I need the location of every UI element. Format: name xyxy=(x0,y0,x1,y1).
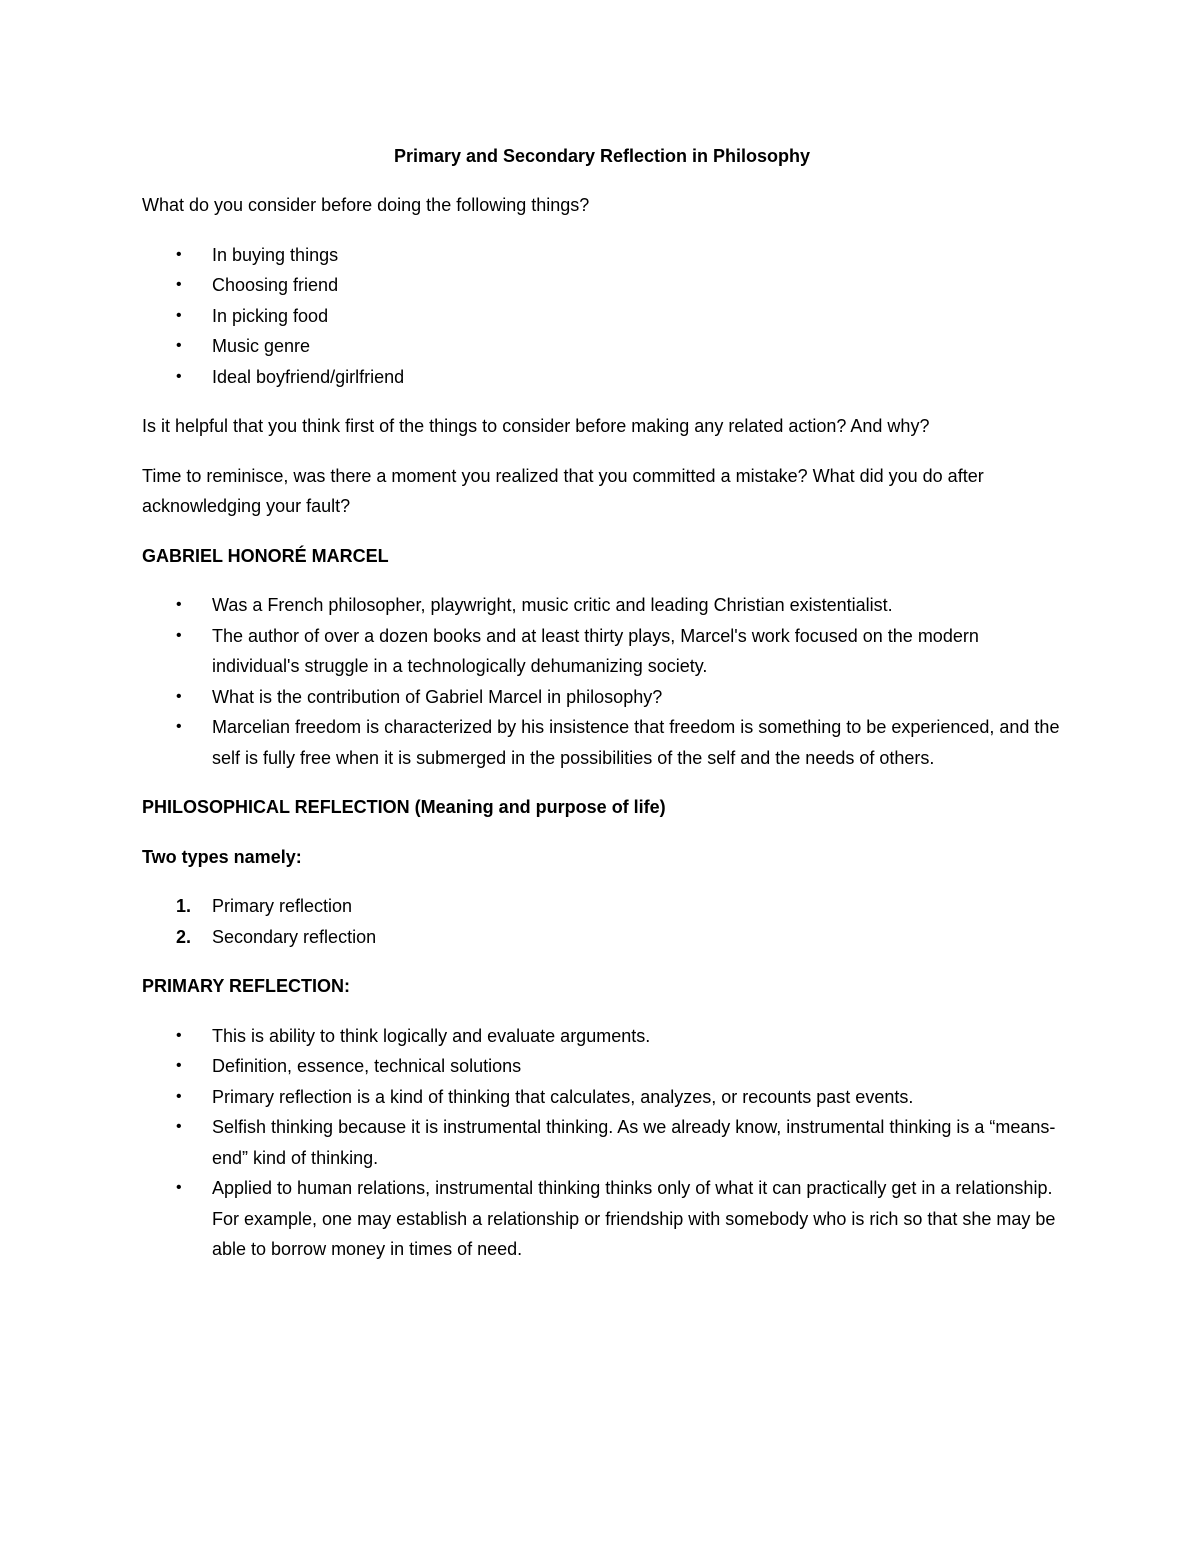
bullet-icon: • xyxy=(176,1087,182,1105)
list-item xyxy=(142,621,1062,682)
marcel-list xyxy=(142,590,1062,773)
bullet-icon: • xyxy=(176,687,182,705)
document-body xyxy=(142,141,1062,1284)
bullet-icon: • xyxy=(176,1179,182,1196)
document-title: Primary and Secondary Reflection in Philosophy xyxy=(393,146,811,166)
bullet-icon: • xyxy=(176,626,182,644)
list-item-text: In picking food xyxy=(212,305,329,326)
list-item-text: Primary reflection xyxy=(212,896,353,916)
list-item xyxy=(142,712,1062,773)
list-item xyxy=(142,1112,1062,1173)
types-list xyxy=(142,891,1062,952)
list-item xyxy=(142,270,1062,301)
question-helpful: Is it helpful that you think first of the things to consider before making any related action? And why? xyxy=(142,416,930,436)
list-item xyxy=(142,891,1062,922)
bullet-icon: • xyxy=(176,276,182,293)
list-item-text: Marcelian freedom is characterized by his insistence that freedom is something to be experienced, and the self is fully free when it is submerged in the possibilities of the self and the needs of others. xyxy=(212,717,1060,768)
primary-list xyxy=(142,1021,1062,1265)
list-item-text: Applied to human relations, instrumental thinking thinks only of what it can practically get in a relationship. For example, one may establish a relationship or friendship with somebody who is rich so that she may be able to borrow money in times of need. xyxy=(212,1178,1056,1259)
list-item-text: In buying things xyxy=(212,244,339,265)
consider-list xyxy=(142,240,1062,393)
bullet-icon: • xyxy=(176,367,182,385)
question-reminisce: Time to reminisce, was there a moment you realized that you committed a mistake? What did you do after acknowledging your fault? xyxy=(142,465,984,516)
list-item xyxy=(142,1021,1062,1052)
primary-heading: PRIMARY REFLECTION: xyxy=(142,976,351,996)
list-item-text: Secondary reflection xyxy=(212,926,377,947)
bullet-icon: • xyxy=(176,1118,182,1135)
bullet-icon: • xyxy=(176,337,182,354)
list-item xyxy=(142,331,1062,362)
list-item-text: Primary reflection is a kind of thinking that calculates, analyzes, or recounts past events. xyxy=(212,1086,914,1107)
bullet-icon: • xyxy=(176,718,182,735)
list-item xyxy=(142,301,1062,332)
list-item xyxy=(142,922,1062,953)
bullet-icon: • xyxy=(176,245,182,263)
bullet-icon: • xyxy=(176,306,182,324)
list-item-text: Choosing friend xyxy=(212,275,339,295)
intro-question: What do you consider before doing the following things? xyxy=(142,195,590,215)
list-item-text: The author of over a dozen books and at least thirty plays, Marcel's work focused on the modern individual's struggle in a technologically dehumanizing society. xyxy=(212,625,979,676)
list-item-text: Music genre xyxy=(212,336,311,356)
list-item xyxy=(142,1173,1062,1265)
marcel-heading: GABRIEL HONORÉ MARCEL xyxy=(142,545,389,566)
list-number: 2. xyxy=(176,926,192,947)
bullet-icon: • xyxy=(176,1026,182,1044)
list-item xyxy=(142,1051,1062,1082)
bullet-icon: • xyxy=(176,596,182,613)
list-item-text: Definition, essence, technical solutions xyxy=(212,1056,522,1076)
list-item xyxy=(142,240,1062,271)
list-item xyxy=(142,590,1062,621)
types-subheading: Two types namely: xyxy=(142,846,302,867)
list-item-text: Selfish thinking because it is instrumental thinking. As we already know, instrumental thinking is a “means-end” kind of thinking. xyxy=(212,1117,1056,1168)
list-item-text: Was a French philosopher, playwright, music critic and leading Christian existentialist. xyxy=(212,595,893,615)
list-item-text: This is ability to think logically and evaluate arguments. xyxy=(212,1025,651,1046)
list-item-text: Ideal boyfriend/girlfriend xyxy=(212,366,405,387)
list-item xyxy=(142,1082,1062,1113)
bullet-icon: • xyxy=(176,1057,182,1074)
list-item xyxy=(142,682,1062,713)
list-item xyxy=(142,362,1062,393)
philosophical-heading: PHILOSOPHICAL REFLECTION (Meaning and purpose of life) xyxy=(142,797,666,817)
list-item-text: What is the contribution of Gabriel Marcel in philosophy? xyxy=(212,686,663,707)
list-number: 1. xyxy=(176,896,192,916)
